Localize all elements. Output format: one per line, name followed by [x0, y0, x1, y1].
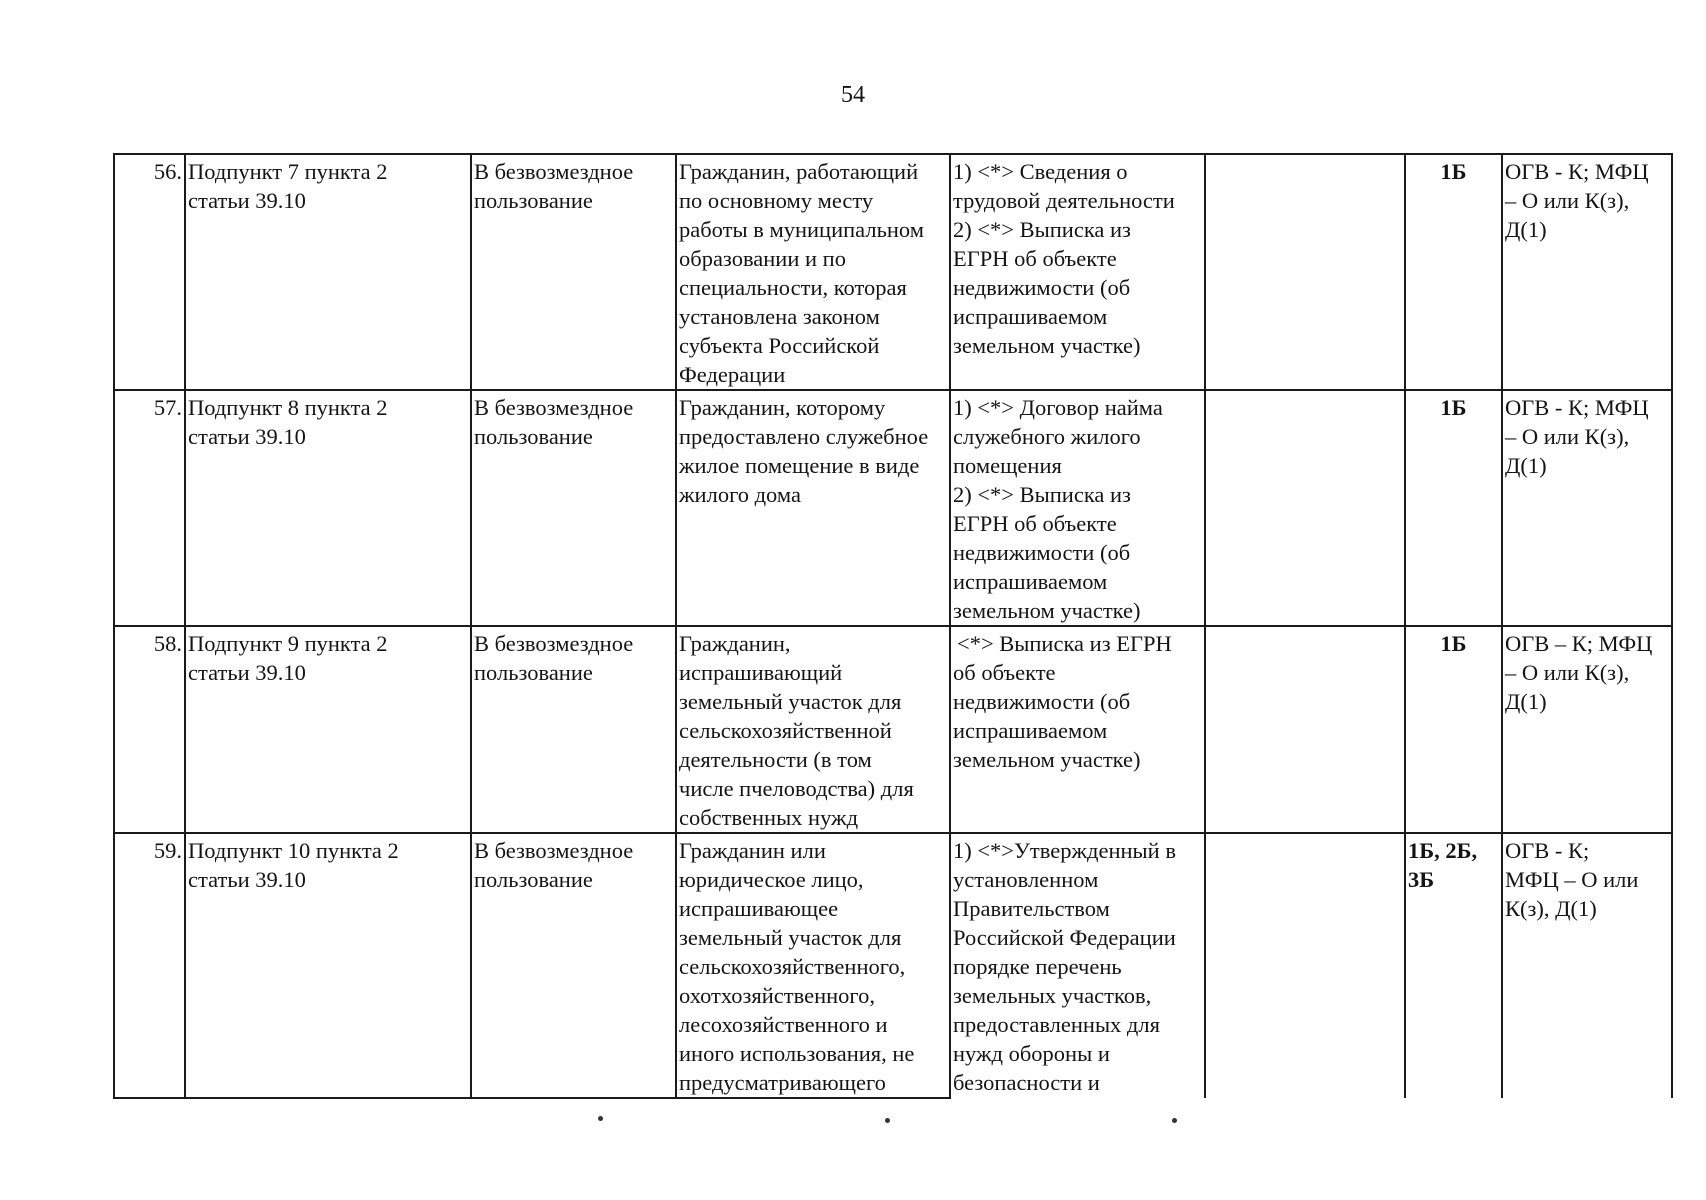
row-number: 59. [114, 833, 185, 1098]
extra-cell [1205, 390, 1405, 626]
right-type-cell: В безвозмездное пользование [471, 833, 676, 1098]
delivery-cell: ОГВ - К; МФЦ – О или К(з), Д(1) [1502, 154, 1672, 390]
applicant-cell: Гражданин или юридическое лицо, испрашивающее земельный участок для сельскохозяйственного, охотхозяйственного, лесохозяйственного и иного использования, не предусматривающего [676, 833, 950, 1098]
delivery-cell: ОГВ - К; МФЦ – О или К(з), Д(1) [1502, 390, 1672, 626]
article-cell: Подпункт 8 пункта 2 статьи 39.10 [185, 390, 471, 626]
page-number: 54 [841, 82, 865, 108]
table-row [114, 833, 1672, 1098]
row-number: 58. [114, 626, 185, 833]
article-cell: Подпункт 7 пункта 2 статьи 39.10 [185, 154, 471, 390]
documents-cell: 1) <*>Утвержденный в установленном Правительством Российской Федерации порядке перечень земельных участков, предоставленных для нужд обороны и безопасности и [950, 833, 1205, 1098]
applicant-cell: Гражданин, работающий по основному месту работы в муниципальном образовании и по специальности, которая установлена законом субъекта Российской Федерации [676, 154, 950, 390]
article-cell: Подпункт 10 пункта 2 статьи 39.10 [185, 833, 471, 1098]
category-cell: 1Б, 2Б, 3Б [1405, 833, 1502, 1098]
table-row [114, 626, 1672, 833]
applicant-cell: Гражданин, испрашивающий земельный участок для сельскохозяйственной деятельности (в том числе пчеловодства) для собственных нужд [676, 626, 950, 833]
article-cell: Подпункт 9 пункта 2 статьи 39.10 [185, 626, 471, 833]
table-row [114, 390, 1672, 626]
scan-speck [885, 1118, 890, 1123]
right-type-cell: В безвозмездное пользование [471, 390, 676, 626]
documents-cell: 1) <*> Сведения о трудовой деятельности 2) <*> Выписка из ЕГРН об объекте недвижимости (об испрашиваемом земельном участке) [950, 154, 1205, 390]
applicant-cell: Гражданин, которому предоставлено служебное жилое помещение в виде жилого дома [676, 390, 950, 626]
delivery-cell: ОГВ - К; МФЦ – О или К(з), Д(1) [1502, 833, 1672, 1098]
right-type-cell: В безвозмездное пользование [471, 626, 676, 833]
category-cell: 1Б [1405, 626, 1502, 833]
extra-cell [1205, 154, 1405, 390]
documents-cell: <*> Выписка из ЕГРН об объекте недвижимости (об испрашиваемом земельном участке) [950, 626, 1205, 833]
category-cell: 1Б [1405, 154, 1502, 390]
extra-cell [1205, 626, 1405, 833]
category-cell: 1Б [1405, 390, 1502, 626]
right-type-cell: В безвозмездное пользование [471, 154, 676, 390]
table-row [114, 154, 1672, 390]
scan-speck [598, 1116, 603, 1121]
services-table [113, 153, 1673, 1099]
extra-cell [1205, 833, 1405, 1098]
row-number: 56. [114, 154, 185, 390]
delivery-cell: ОГВ – К; МФЦ – О или К(з), Д(1) [1502, 626, 1672, 833]
row-number: 57. [114, 390, 185, 626]
scan-speck [1172, 1118, 1177, 1123]
documents-cell: 1) <*> Договор найма служебного жилого помещения 2) <*> Выписка из ЕГРН об объекте недвижимости (об испрашиваемом земельном участке) [950, 390, 1205, 626]
